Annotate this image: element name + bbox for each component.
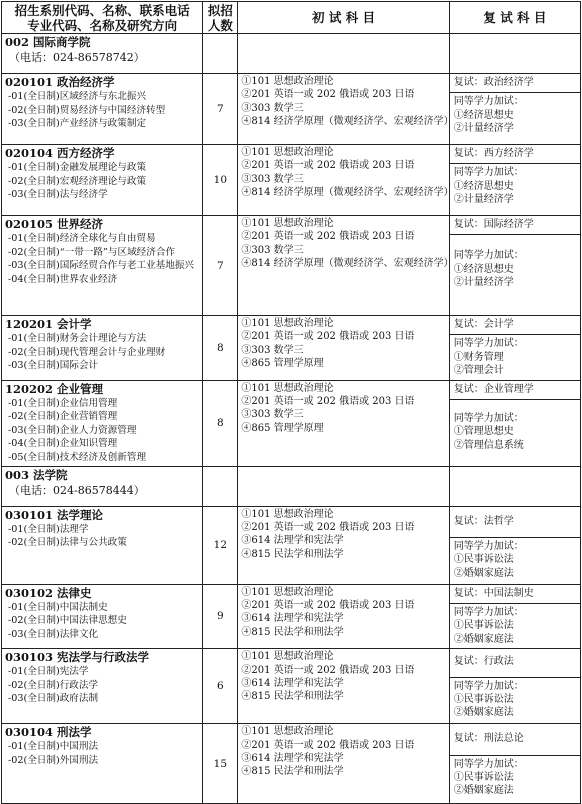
equivalent-exam-label: 同等学力加试： — [453, 758, 524, 770]
equivalent-exam-subject: ①经济思想史 — [453, 263, 514, 275]
exam-subject: ①101 思想政治理论 — [241, 382, 334, 394]
retest-cell — [449, 316, 580, 381]
equivalent-exam-subject: ①经济思想史 — [453, 109, 514, 121]
exam-subject: ③303 数学三 — [241, 409, 304, 421]
quota-value: 9 — [203, 584, 238, 649]
exam-subject: ④814 经济学原理（微观经济学、宏观经济学） — [241, 258, 454, 270]
exam-subject: ④815 民法学和刑法学 — [241, 691, 344, 703]
exam-subjects — [238, 506, 449, 584]
exam-subject: ①101 思想政治理论 — [241, 218, 334, 229]
exam-subject: ②201 英语一或 202 俄语或 203 日语 — [241, 396, 415, 408]
research-direction: -05(全日制)技术经济及创新管理 — [8, 451, 147, 463]
research-direction: -01(全日制)法理学 — [8, 523, 89, 535]
exam-subject: ④865 管理学原理 — [241, 358, 324, 370]
equivalent-exam-subject: ①民事诉讼法 — [453, 554, 514, 566]
research-direction: -03(全日制)企业人力资源管理 — [8, 424, 137, 436]
major-cell — [2, 506, 203, 584]
table-row — [2, 216, 581, 316]
research-direction: -02(全日制)中国法律思想史 — [8, 615, 127, 627]
exam-subjects — [238, 216, 454, 316]
research-direction: -01(全日制)企业信用管理 — [8, 397, 118, 409]
exam-subject: ①101 思想政治理论 — [241, 76, 334, 87]
header-col2-line1: 拟招 — [207, 2, 233, 18]
equivalent-exam-subject: ②计量经济学 — [453, 277, 514, 289]
research-direction: -03(全日制)法与经济学 — [8, 189, 108, 200]
research-direction: -03(全日制)国际经贸合作与老工业基地振兴 — [8, 260, 195, 271]
equivalent-exam-label: 同等学力加试： — [453, 96, 524, 108]
empty-cell — [203, 466, 238, 506]
equivalent-exam-label: 同等学力加试： — [453, 338, 524, 350]
research-direction: -03(全日制)国际会计 — [8, 360, 99, 371]
department-row — [2, 466, 581, 506]
retest-cell — [449, 584, 580, 649]
department-phone: （电话：024-86578444） — [9, 483, 145, 497]
empty-cell — [449, 34, 580, 74]
exam-subject: ②201 英语一或 202 俄语或 203 日语 — [241, 522, 415, 534]
retest-cell — [449, 74, 580, 145]
research-direction: -01(全日制)经济全球化与自由贸易 — [8, 233, 156, 244]
department-name: 002 国际商学院 — [5, 35, 91, 49]
equivalent-exam-label: 同等学力加试： — [453, 413, 524, 425]
quota-value: 12 — [203, 506, 238, 584]
table-row — [2, 380, 581, 466]
research-direction: -01(全日制)中国法制史 — [8, 601, 108, 613]
research-direction: -02(全日制)外国刑法 — [8, 754, 99, 766]
equivalent-exam — [450, 400, 580, 454]
major-cell — [2, 380, 203, 466]
equivalent-exam — [450, 678, 580, 722]
department-phone: （电话：024-86578742） — [9, 51, 145, 64]
research-direction: -02(全日制)贸易经济与中国经济转型 — [8, 104, 166, 116]
equivalent-exam-subject: ②婚姻家庭法 — [453, 633, 514, 645]
exam-subject: ②201 英语一或 202 俄语或 203 日语 — [241, 89, 415, 101]
major-code-name: 030102 法律史 — [5, 585, 92, 600]
retest-subject: 复试：刑法总论 — [450, 724, 580, 755]
header-department-major — [2, 2, 203, 34]
research-direction: -01(全日制)金融发展理论与政策 — [8, 162, 147, 173]
exam-subject: ②201 英语一或 202 俄语或 203 日语 — [241, 331, 415, 343]
header-initial-exam: 初 试 科 目 — [238, 2, 449, 34]
retest-cell — [449, 724, 580, 804]
table-header-row — [2, 2, 581, 34]
table-row — [2, 74, 581, 145]
research-direction: -04(全日制)世界农业经济 — [8, 273, 118, 285]
exam-subject: ③614 法理学和宪法学 — [241, 753, 344, 765]
equivalent-exam — [450, 335, 580, 379]
exam-subject: ①101 思想政治理论 — [241, 318, 334, 329]
exam-subject: ④815 民法学和刑法学 — [241, 626, 344, 638]
research-direction: -02(全日制)“一带一路”与区域经济合作 — [8, 246, 176, 258]
header-quota — [203, 2, 238, 34]
quota-value: 15 — [203, 724, 238, 804]
header-col2-line2: 人数 — [207, 17, 233, 33]
exam-subject: ③614 法理学和宪法学 — [241, 613, 344, 625]
retest-subject: 复试：行政法 — [450, 649, 580, 677]
retest-cell — [449, 380, 580, 466]
quota-value: 7 — [203, 74, 238, 145]
equivalent-exam — [450, 235, 580, 291]
research-direction: -02(全日制)现代管理会计与企业理财 — [8, 346, 166, 358]
research-direction: -04(全日制)企业知识管理 — [8, 438, 118, 450]
empty-cell — [238, 466, 449, 506]
retest-cell — [449, 506, 580, 584]
exam-subject: ②201 英语一或 202 俄语或 203 日语 — [241, 664, 415, 676]
major-code-name: 120202 企业管理 — [5, 381, 104, 396]
exam-subject: ①101 思想政治理论 — [241, 586, 334, 598]
equivalent-exam-subject: ②管理信息系统 — [453, 439, 524, 451]
equivalent-exam — [450, 756, 580, 800]
quota-value: 10 — [203, 145, 238, 216]
empty-cell — [238, 34, 449, 74]
exam-subjects — [238, 724, 449, 804]
table-row — [2, 649, 581, 724]
research-direction: -03(全日制)产业经济与政策制定 — [8, 118, 147, 129]
table-row — [2, 145, 581, 216]
retest-subject: 复试：西方经济学 — [450, 145, 580, 164]
quota-value: 8 — [203, 380, 238, 466]
quota-value: 8 — [203, 316, 238, 381]
exam-subject: ④814 经济学原理（微观经济学、宏观经济学） — [241, 116, 454, 128]
exam-subject: ②201 英语一或 202 俄语或 203 日语 — [241, 160, 415, 172]
major-code-name: 030104 刑法学 — [5, 725, 92, 740]
major-cell — [2, 316, 203, 381]
header-col1-line2: 专业代码、名称及研究方向 — [27, 17, 178, 33]
exam-subject: ③303 数学三 — [241, 244, 304, 256]
equivalent-exam-label: 同等学力加试： — [453, 250, 524, 262]
exam-subject: ①101 思想政治理论 — [241, 508, 334, 520]
exam-subject: ②201 英语一或 202 俄语或 203 日语 — [241, 231, 415, 243]
equivalent-exam-subject: ①民事诉讼法 — [453, 620, 514, 632]
equivalent-exam — [450, 164, 580, 208]
exam-subjects — [238, 316, 449, 381]
department-cell — [2, 466, 203, 506]
equivalent-exam — [450, 604, 580, 648]
table-row — [2, 506, 581, 584]
exam-subjects — [238, 145, 454, 216]
equivalent-exam-label: 同等学力加试： — [453, 167, 524, 179]
major-cell — [2, 584, 203, 649]
major-code-name: 020101 政治经济学 — [5, 75, 115, 89]
quota-value: 6 — [203, 649, 238, 724]
research-direction: -01(全日制)宪法学 — [8, 666, 89, 678]
department-row — [2, 34, 581, 74]
exam-subject: ④865 管理学原理 — [241, 422, 324, 434]
equivalent-exam-subject: ②管理会计 — [453, 365, 504, 377]
retest-cell — [449, 649, 580, 724]
major-cell — [2, 649, 203, 724]
exam-subjects — [238, 74, 454, 145]
major-code-name: 020105 世界经济 — [5, 217, 104, 231]
retest-subject: 复试：政治经济学 — [450, 74, 580, 93]
table-row — [2, 316, 581, 381]
research-direction: -03(全日制)法律文化 — [8, 628, 99, 640]
research-direction: -02(全日制)宏观经济理论与政策 — [8, 175, 147, 187]
exam-subject: ④815 民法学和刑法学 — [241, 766, 344, 778]
equivalent-exam-subject: ②婚姻家庭法 — [453, 567, 514, 579]
equivalent-exam-subject: ②婚姻家庭法 — [453, 707, 514, 719]
research-direction: -01(全日制)区域经济与东北振兴 — [8, 91, 147, 102]
equivalent-exam-subject: ①财务管理 — [453, 351, 504, 363]
research-direction: -01(全日制)中国刑法 — [8, 741, 99, 753]
research-direction: -01(全日制)财务会计理论与方法 — [8, 333, 147, 344]
equivalent-exam-subject: ②计量经济学 — [453, 194, 514, 206]
major-cell — [2, 145, 203, 216]
major-code-name: 030103 宪法学与行政法学 — [5, 650, 150, 665]
equivalent-exam-subject: ①经济思想史 — [453, 180, 514, 192]
equivalent-exam-subject: ①民事诉讼法 — [453, 772, 514, 784]
major-cell — [2, 216, 203, 316]
equivalent-exam — [450, 538, 580, 582]
header-retest: 复 试 科 目 — [449, 2, 580, 34]
exam-subject: ②201 英语一或 202 俄语或 203 日语 — [241, 600, 415, 612]
exam-subject: ③614 法理学和宪法学 — [241, 678, 344, 690]
equivalent-exam-subject: ②计量经济学 — [453, 123, 514, 135]
equivalent-exam-label: 同等学力加试： — [453, 541, 524, 553]
exam-subject: ③303 数学三 — [241, 102, 304, 114]
equivalent-exam-label: 同等学力加试： — [453, 680, 524, 692]
department-cell — [2, 34, 203, 74]
major-code-name: 120201 会计学 — [5, 317, 92, 331]
admissions-table — [1, 1, 581, 804]
exam-subject: ③614 法理学和宪法学 — [241, 535, 344, 547]
retest-cell — [449, 145, 580, 216]
table-row — [2, 584, 581, 649]
empty-cell — [449, 466, 580, 506]
retest-cell — [449, 216, 580, 316]
equivalent-exam-label: 同等学力加试： — [453, 607, 524, 619]
exam-subject: ①101 思想政治理论 — [241, 147, 334, 158]
department-name: 003 法学院 — [5, 467, 68, 482]
major-code-name: 030101 法学理论 — [5, 507, 104, 522]
equivalent-exam-subject: ②婚姻家庭法 — [453, 785, 514, 797]
exam-subjects — [238, 584, 449, 649]
research-direction: -02(全日制)法律与公共政策 — [8, 537, 127, 549]
header-col1-line1: 招生系别代码、名称、联系电话 — [14, 2, 190, 18]
retest-subject: 复试：会计学 — [450, 316, 580, 335]
major-cell — [2, 724, 203, 804]
exam-subject: ④814 经济学原理（微观经济学、宏观经济学） — [241, 187, 454, 199]
exam-subject: ③303 数学三 — [241, 173, 304, 185]
exam-subject: ①101 思想政治理论 — [241, 651, 334, 663]
table-row — [2, 724, 581, 804]
research-direction: -02(全日制)企业营销管理 — [8, 411, 118, 423]
equivalent-exam-subject: ①民事诉讼法 — [453, 694, 514, 706]
retest-subject: 复试：法哲学 — [450, 507, 580, 538]
exam-subjects — [238, 649, 449, 724]
research-direction: -02(全日制)行政法学 — [8, 679, 99, 691]
exam-subjects — [238, 380, 449, 466]
equivalent-exam — [450, 93, 580, 137]
retest-subject: 复试：中国法制史 — [450, 585, 580, 604]
retest-subject: 复试：国际经济学 — [450, 216, 580, 235]
major-code-name: 020104 西方经济学 — [5, 146, 115, 160]
empty-cell — [203, 34, 238, 74]
equivalent-exam-subject: ①管理思想史 — [453, 426, 514, 438]
retest-subject: 复试：企业管理学 — [450, 381, 580, 400]
major-cell — [2, 74, 203, 145]
exam-subject: ④815 民法学和刑法学 — [241, 548, 344, 560]
exam-subject: ③303 数学三 — [241, 344, 304, 356]
exam-subject: ①101 思想政治理论 — [241, 726, 334, 738]
quota-value: 7 — [203, 216, 238, 316]
research-direction: -03(全日制)政府法制 — [8, 693, 99, 705]
exam-subject: ②201 英语一或 202 俄语或 203 日语 — [241, 739, 415, 751]
